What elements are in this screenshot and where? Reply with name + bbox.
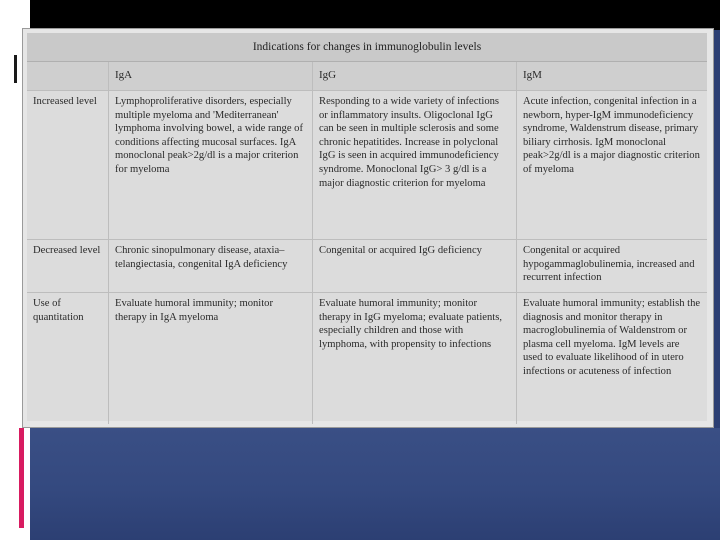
header-empty <box>27 62 109 90</box>
accent-bar <box>19 428 24 528</box>
cell-quantitation-igg: Evaluate humoral immunity; monitor therapy in IgG myeloma; evaluate patients, especially children and those with lymphoma, with propensity to infections <box>313 293 517 424</box>
table-title: Indications for changes in immunoglobulin levels <box>27 33 707 62</box>
row-label-quantitation: Use of quantitation <box>27 293 109 424</box>
cell-quantitation-iga: Evaluate humoral immunity; monitor therapy in IgA myeloma <box>109 293 313 424</box>
cell-decreased-igm: Congenital or acquired hypogammaglobulinemia, increased and recurrent infection <box>523 245 695 284</box>
slide-bottom-band <box>30 428 720 540</box>
immunoglobulin-table <box>27 33 707 421</box>
cell-quantitation-igm: Evaluate humoral immunity; establish the diagnosis and monitor therapy in macroglobulinemia of Waldenstrom or plasma cell myeloma. IgM levels are used to evaluate likelihood of in utero infections or acuteness of infection <box>523 298 701 377</box>
table-header-row <box>27 62 707 91</box>
slide-top-band <box>30 0 720 30</box>
header-igm: IgM <box>523 69 542 82</box>
cell-increased-iga: Lymphoproliferative disorders, especially multiple myeloma and 'Mediterranean' lymphoma involving bowel, a wide range of conditions affecting mucosal surfaces. IgA monoclonal peak>2g/dl is a major criterion for myeloma <box>109 91 313 239</box>
table-image <box>22 28 714 428</box>
row-label-decreased: Decreased level <box>27 240 109 292</box>
table-row <box>27 91 707 240</box>
row-label-increased: Increased level <box>27 91 109 239</box>
cell-increased-igm: Acute infection, congenital infection in a newborn, hyper-IgM immunodeficiency syndrome, Waldenstrum disease, primary biliary cirrhosis. IgM monoclonal peak>2g/dl is a major diagnostic criterion of myeloma <box>523 96 700 175</box>
cell-decreased-iga: Chronic sinopulmonary disease, ataxia–telangiectasia, congenital IgA deficiency <box>109 240 313 292</box>
header-iga: IgA <box>109 62 313 90</box>
header-igg: IgG <box>313 62 517 90</box>
table-row <box>27 240 707 293</box>
cell-increased-igg: Responding to a wide variety of infections or inflammatory insults. Oligoclonal IgG can be seen in multiple sclerosis and some chronic hepatitides. Increase in polyclonal IgG is seen in acquired immunodeficiency syndrome. Monoclonal IgG> 3 g/dl is a major diagnostic criterion for myeloma <box>313 91 517 239</box>
cell-decreased-igg: Congenital or acquired IgG deficiency <box>313 240 517 292</box>
table-row <box>27 293 707 424</box>
slide-right-strip <box>714 30 720 428</box>
left-edge-mark <box>14 55 17 83</box>
